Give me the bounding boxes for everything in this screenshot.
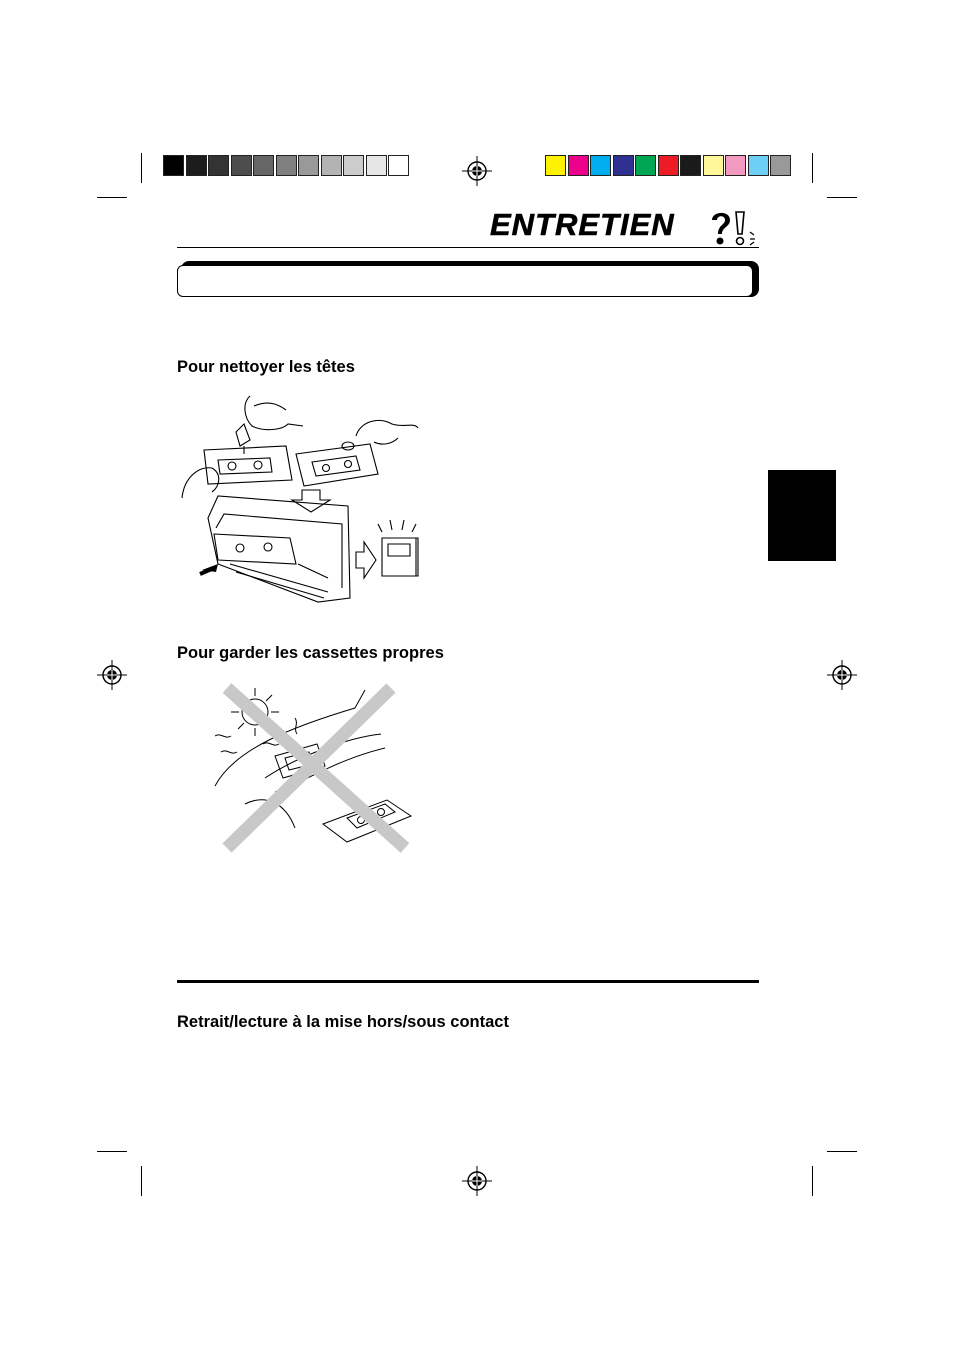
crop-mark bbox=[141, 1166, 142, 1196]
color-swatch bbox=[298, 155, 319, 176]
registration-mark-icon bbox=[97, 660, 127, 690]
crop-mark bbox=[97, 197, 127, 198]
color-swatch bbox=[680, 155, 701, 176]
color-swatch bbox=[276, 155, 297, 176]
head-cleaning-cassette-illustration bbox=[178, 388, 423, 610]
color-swatch bbox=[658, 155, 679, 176]
crop-mark bbox=[827, 197, 857, 198]
color-swatch bbox=[568, 155, 589, 176]
banner-box bbox=[177, 265, 753, 297]
color-swatch bbox=[231, 155, 252, 176]
color-swatch bbox=[635, 155, 656, 176]
color-swatch bbox=[748, 155, 769, 176]
color-swatch bbox=[613, 155, 634, 176]
color-swatch bbox=[770, 155, 791, 176]
color-swatch bbox=[343, 155, 364, 176]
crop-mark bbox=[812, 1166, 813, 1196]
crop-mark bbox=[812, 153, 813, 183]
registration-mark-icon bbox=[827, 660, 857, 690]
color-swatch bbox=[703, 155, 724, 176]
color-swatch bbox=[186, 155, 207, 176]
crop-mark bbox=[141, 153, 142, 183]
color-swatch bbox=[163, 155, 184, 176]
crop-mark bbox=[97, 1151, 127, 1152]
registration-mark-icon bbox=[462, 1166, 492, 1196]
color-swatch bbox=[590, 155, 611, 176]
color-swatch bbox=[208, 155, 229, 176]
section-heading-ignition: Retrait/lecture à la mise hors/sous contact bbox=[177, 1013, 509, 1031]
page-title: ENTRETIEN bbox=[490, 207, 675, 242]
color-swatch bbox=[388, 155, 409, 176]
section-heading-clean-heads: Pour nettoyer les têtes bbox=[177, 358, 355, 376]
title-rule bbox=[177, 247, 759, 248]
color-swatch bbox=[366, 155, 387, 176]
registration-mark-icon bbox=[462, 156, 492, 186]
cassette-storage-warning-illustration bbox=[205, 678, 420, 856]
section-heading-keep-clean: Pour garder les cassettes propres bbox=[177, 644, 444, 662]
question-exclamation-icon bbox=[706, 208, 760, 248]
color-swatch bbox=[253, 155, 274, 176]
crop-mark bbox=[827, 1151, 857, 1152]
color-swatch bbox=[321, 155, 342, 176]
language-tab bbox=[768, 470, 836, 561]
color-swatch bbox=[545, 155, 566, 176]
color-swatch bbox=[725, 155, 746, 176]
section-divider bbox=[177, 980, 759, 983]
